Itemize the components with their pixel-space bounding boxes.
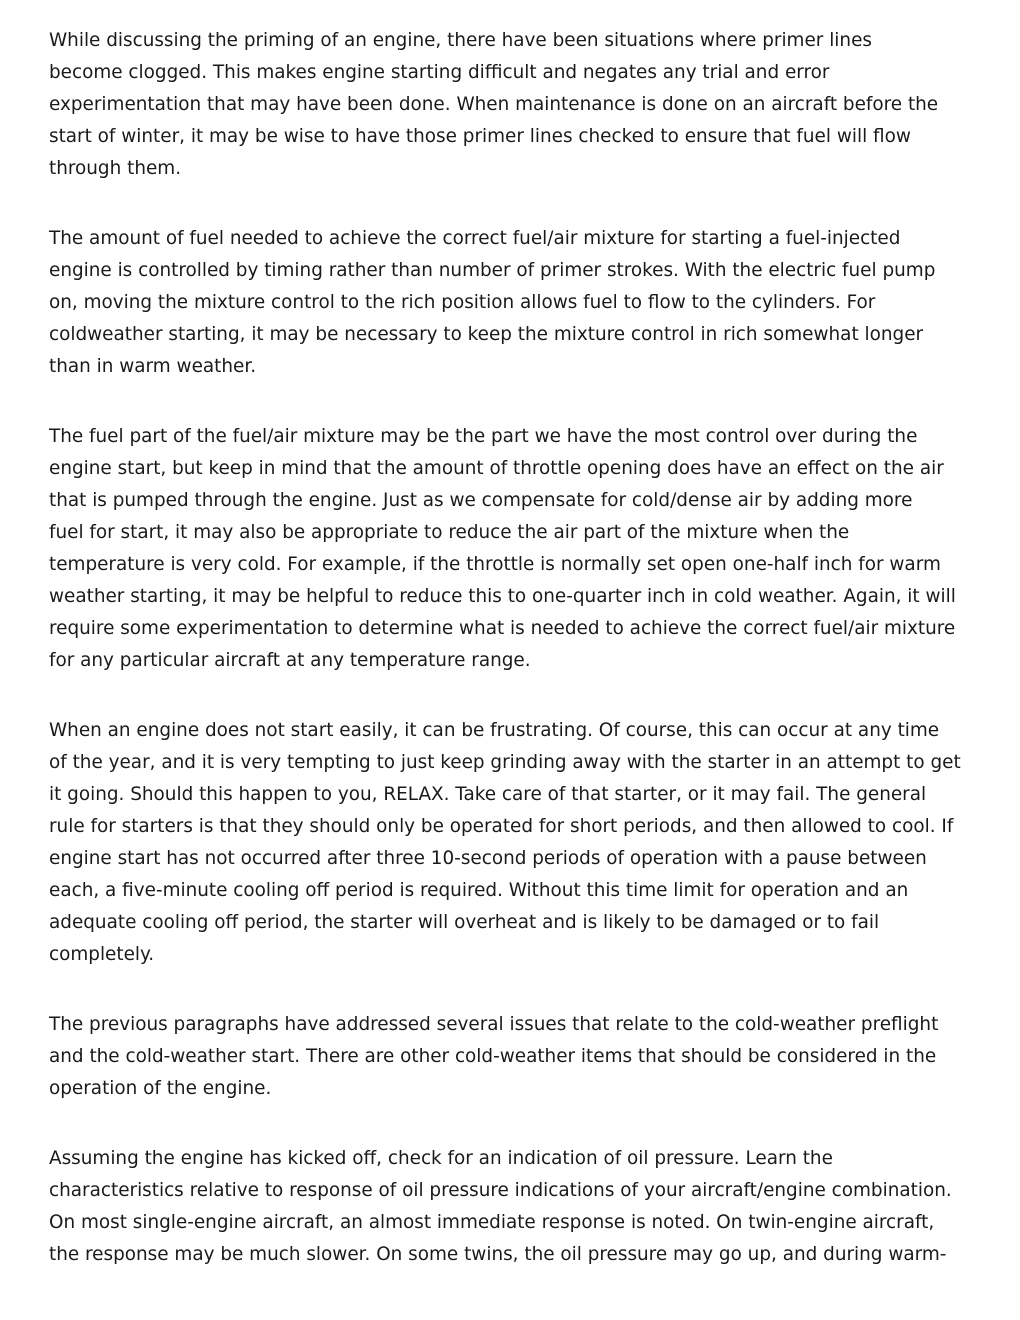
text-line: fuel for start, it may also be appropriate to reduce the air part of the mixture when the <box>49 522 850 543</box>
text-line: The previous paragraphs have addressed several issues that relate to the cold-weather preflight <box>49 1014 939 1035</box>
paragraph-oil-pressure <box>49 1143 984 1271</box>
text-line: rule for starters is that they should only be operated for short periods, and then allowed to cool. If <box>49 816 954 837</box>
text-line: through them. <box>49 158 182 179</box>
text-line: the response may be much slower. On some twins, the oil pressure may go up, and during warm- <box>49 1244 947 1265</box>
text-line: temperature is very cold. For example, if the throttle is normally set open one-half inch for warm <box>49 554 941 575</box>
text-line: engine is controlled by timing rather than number of primer strokes. With the electric fuel pump <box>49 260 936 281</box>
text-line: adequate cooling off period, the starter will overheat and is likely to be damaged or to fail <box>49 912 880 933</box>
text-line: experimentation that may have been done. When maintenance is done on an aircraft before the <box>49 94 939 115</box>
text-line: operation of the engine. <box>49 1078 272 1099</box>
paragraph-starter-cooling <box>49 715 984 971</box>
text-line: When an engine does not start easily, it can be frustrating. Of course, this can occur at any time <box>49 720 940 741</box>
text-line: require some experimentation to determine what is needed to achieve the correct fuel/air mixture <box>49 618 956 639</box>
text-line: become clogged. This makes engine starting difficult and negates any trial and error <box>49 62 830 83</box>
paragraph-primer-lines <box>49 25 984 185</box>
text-line: coldweather starting, it may be necessary to keep the mixture control in rich somewhat longer <box>49 324 924 345</box>
text-line: than in warm weather. <box>49 356 257 377</box>
text-line: it going. Should this happen to you, RELAX. Take care of that starter, or it may fail. The general <box>49 784 927 805</box>
paragraph-previous-summary <box>49 1009 984 1105</box>
text-line: The fuel part of the fuel/air mixture may be the part we have the most control over during the <box>49 426 918 447</box>
text-line: of the year, and it is very tempting to just keep grinding away with the starter in an attempt to get <box>49 752 961 773</box>
document-page <box>49 25 984 1309</box>
text-line: for any particular aircraft at any temperature range. <box>49 650 531 671</box>
text-line: and the cold-weather start. There are other cold-weather items that should be considered in the <box>49 1046 937 1067</box>
paragraph-throttle-opening <box>49 421 984 677</box>
text-line: weather starting, it may be helpful to reduce this to one-quarter inch in cold weather. Again, it will <box>49 586 956 607</box>
text-line: characteristics relative to response of oil pressure indications of your aircraft/engine combination. <box>49 1180 952 1201</box>
text-line: engine start has not occurred after three 10-second periods of operation with a pause between <box>49 848 927 869</box>
text-line: Assuming the engine has kicked off, check for an indication of oil pressure. Learn the <box>49 1148 833 1169</box>
text-line: on, moving the mixture control to the rich position allows fuel to flow to the cylinders. For <box>49 292 876 313</box>
text-line: On most single-engine aircraft, an almost immediate response is noted. On twin-engine aircraft, <box>49 1212 935 1233</box>
text-line: each, a five-minute cooling off period is required. Without this time limit for operation and an <box>49 880 909 901</box>
text-line: start of winter, it may be wise to have those primer lines checked to ensure that fuel will flow <box>49 126 911 147</box>
text-line: The amount of fuel needed to achieve the correct fuel/air mixture for starting a fuel-injected <box>49 228 901 249</box>
paragraph-fuel-injected <box>49 223 984 383</box>
text-line: engine start, but keep in mind that the amount of throttle opening does have an effect on the air <box>49 458 944 479</box>
text-line: While discussing the priming of an engine, there have been situations where primer lines <box>49 30 872 51</box>
text-line: that is pumped through the engine. Just as we compensate for cold/dense air by adding more <box>49 490 913 511</box>
text-line: completely. <box>49 944 155 965</box>
